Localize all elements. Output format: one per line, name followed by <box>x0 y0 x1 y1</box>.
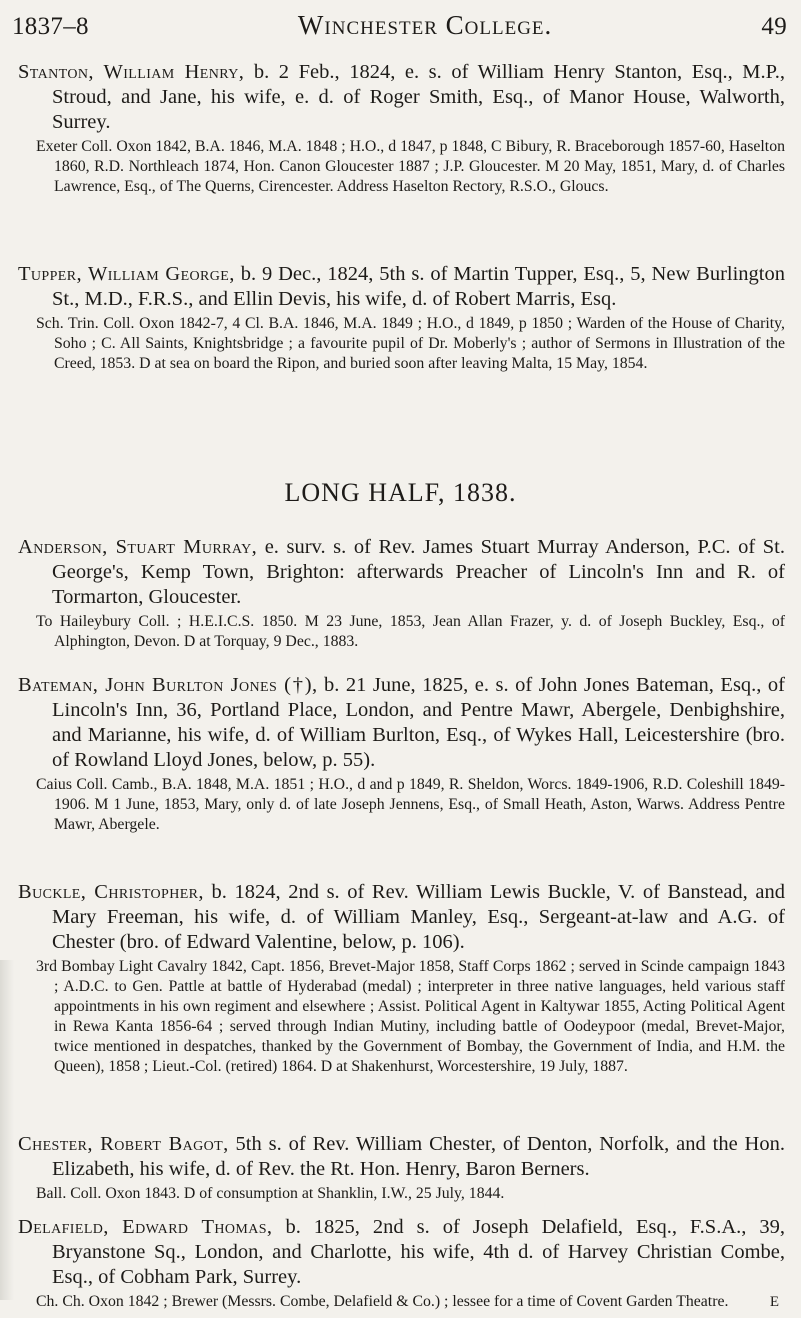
entry-surname: Chester, Robert Bagot, <box>18 1133 229 1155</box>
entry-lead <box>18 1215 785 1290</box>
page-edge-shadow <box>0 960 14 1300</box>
header-page-number: 49 <box>761 13 787 40</box>
register-entry <box>18 1215 785 1312</box>
entry-surname: Buckle, Christopher, <box>18 881 204 903</box>
entry-detail: Sch. Trin. Coll. Oxon 1842-7, 4 Cl. B.A. 1846, M.A. 1849 ; H.O., d 1849, p 1850 ; Warden of the House of Charity, Soho ; C. All Saints, Knightsbridge ; a favourite pupil of Dr. Moberly's ; author of Sermons in Illustration of the Creed, 1853. D at sea on board the Ripon, and buried soon after leaving Malta, 15 May, 1854. <box>36 315 785 372</box>
entry-lead <box>18 60 785 135</box>
register-entry <box>18 60 785 197</box>
entry-surname: Tupper, William George, <box>18 263 235 285</box>
signature-mark: E <box>769 1294 779 1310</box>
entry-lead-text: b. 2 Feb., 1824, e. s. of William Henry Stanton, Esq., M.P., Stroud, and Jane, his wife, e. d. of Roger Smith, Esq., of Manor House, Walworth, Surrey. <box>52 61 785 133</box>
entry-detail: Caius Coll. Camb., B.A. 1848, M.A. 1851 ; H.O., d and p 1849, R. Sheldon, Worcs. 1849-1906, R.D. Coleshill 1849-1906. M 1 June, 1853, Mary, only d. of late Joseph Jennens, Esq., of Small Heath, Aston, Warws. Address Pentre Mawr, Abergele. <box>36 776 785 833</box>
entry-detail: Exeter Coll. Oxon 1842, B.A. 1846, M.A. 1848 ; H.O., d 1847, p 1848, C Bibury, R. Braceborough 1857-60, Haselton 1860, R.D. Northleach 1874, Hon. Canon Gloucester 1887 ; J.P. Gloucester. M 20 May, 1851, Mary, d. of Charles Lawrence, Esq., of The Querns, Cirencester. Address Haselton Rectory, R.S.O., Gloucs. <box>36 138 785 195</box>
header-title: Winchester College. <box>297 10 553 40</box>
entry-lead <box>18 1132 785 1182</box>
header-years: 1837–8 <box>12 13 89 40</box>
entry-detail: 3rd Bombay Light Cavalry 1842, Capt. 1856, Brevet-Major 1858, Staff Corps 1862 ; served in Scinde campaign 1843 ; A.D.C. to Gen. Pattle at battle of Hyderabad (medal) ; interpreter in three native languages, held various staff appointments in his own regiment and elsewhere ; Assist. Political Agent in Kaltywar 1855, Acting Political Agent in Rewa Kanta 1856-64 ; served through Indian Mutiny, including battle of Oodeypoor (medal, Brevet-Major, twice mentioned in despatches, thanked by the Government of Bombay, the Government of India, and H.M. the Queen), 1858 ; Lieut.-Col. (retired) 1864. D at Shakenhurst, Worcestershire, 19 July, 1887. <box>36 958 785 1075</box>
entry-detail: Ch. Ch. Oxon 1842 ; Brewer (Messrs. Combe, Delafield & Co.) ; lessee for a time of Covent Garden Theatre. <box>36 1293 729 1310</box>
entry-detail: Ball. Coll. Oxon 1843. D of consumption at Shanklin, I.W., 25 July, 1844. <box>36 1185 505 1202</box>
entry-lead <box>18 262 785 312</box>
register-entry <box>18 880 785 1077</box>
entry-surname: Anderson, Stuart Murray, <box>18 536 258 558</box>
entry-lead-text: e. surv. s. of Rev. James Stuart Murray Anderson, P.C. of St. George's, Kemp Town, Brighton: afterwards Preacher of Lincoln's Inn and R. of Tormarton, Gloucester. <box>52 536 786 608</box>
entry-surname: Stanton, William Henry, <box>18 61 245 83</box>
section-heading: LONG HALF, 1838. <box>284 478 517 507</box>
entry-lead-text: 5th s. of Rev. William Chester, of Denton, Norfolk, and the Hon. Elizabeth, his wife, d. of Rev. the Rt. Hon. Henry, Baron Berners. <box>52 1133 785 1180</box>
entry-lead <box>18 880 785 955</box>
register-entry <box>18 673 785 835</box>
entry-detail: To Haileybury Coll. ; H.E.I.C.S. 1850. M 23 June, 1853, Jean Allan Frazer, y. d. of Joseph Buckley, Esq., of Alphington, Devon. D at Torquay, 9 Dec., 1883. <box>36 613 785 650</box>
entry-surname: Bateman, John Burlton Jones (†), <box>18 674 318 696</box>
entry-lead <box>18 535 785 610</box>
entry-lead-text: b. 1825, 2nd s. of Joseph Delafield, Esq., F.S.A., 39, Bryanstone Sq., London, and Charlotte, his wife, 4th d. of Harvey Christian Combe, Esq., of Cobham Park, Surrey. <box>52 1216 785 1288</box>
running-header <box>12 10 787 50</box>
entry-lead-text: b. 9 Dec., 1824, 5th s. of Martin Tupper, Esq., 5, New Burlington St., M.D., F.R.S., and Ellin Devis, his wife, d. of Robert Marris, Esq. <box>52 263 785 310</box>
entry-lead-text: b. 1824, 2nd s. of Rev. William Lewis Buckle, V. of Banstead, and Mary Freeman, his wife, d. of William Manley, Esq., Sergeant-at-law and A.G. of Chester (bro. of Edward Valentine, below, p. 106). <box>52 881 785 953</box>
entry-lead-text: b. 21 June, 1825, e. s. of John Jones Bateman, Esq., of Lincoln's Inn, 36, Portland Place, London, and Pentre Mawr, Abergele, Denbighshire, and Marianne, his wife, d. of William Burlton, Esq., of Wykes Hall, Leicestershire (bro. of Rowland Lloyd Jones, below, p. 55). <box>52 674 786 771</box>
entry-lead <box>18 673 785 773</box>
register-entry <box>18 262 785 374</box>
register-entry <box>18 1132 785 1204</box>
entry-surname: Delafield, Edward Thomas, <box>18 1216 273 1238</box>
register-entry <box>18 535 785 652</box>
